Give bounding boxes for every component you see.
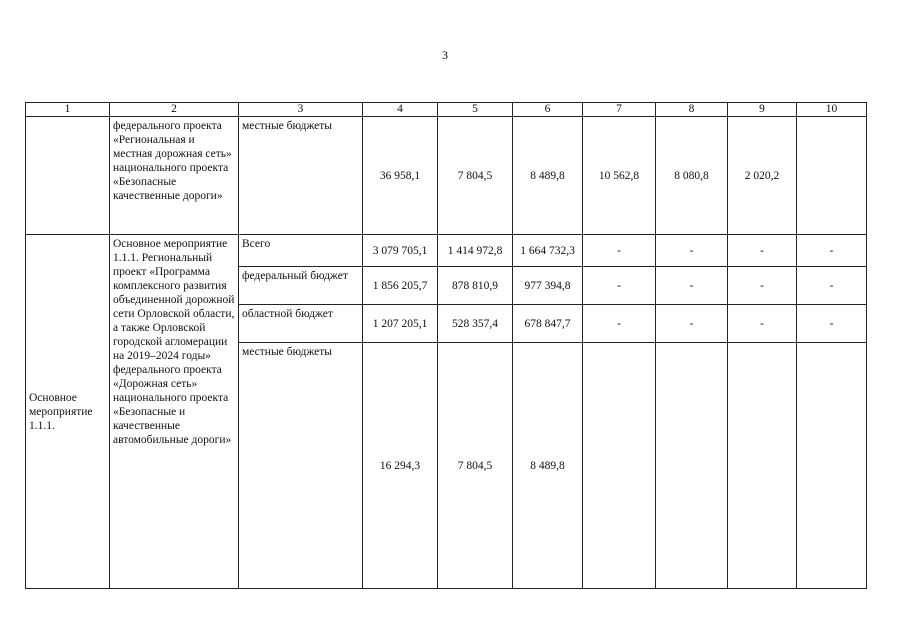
value-cell: - <box>656 305 728 343</box>
empty-cell <box>26 117 110 235</box>
project-description-cell: Основное мероприятие 1.1.1. Региональный проект «Программа комплексного развития объединенной дорожной сети Орловской области, а также Орловской городской агломерации на 2019–2024 годы» федерального проекта «Дорожная сеть» национального проекта «Безопасные и качественные автомобильные дороги» <box>110 235 239 589</box>
column-number: 8 <box>656 103 728 117</box>
column-number: 3 <box>239 103 363 117</box>
value-cell: - <box>583 267 656 305</box>
activity-label-cell: Основное мероприятие 1.1.1. <box>26 235 110 589</box>
value-cell: - <box>797 305 867 343</box>
value-cell: - <box>656 235 728 267</box>
value-cell <box>583 343 656 589</box>
funding-source-cell: Всего <box>239 235 363 267</box>
value-cell: 8 489,8 <box>513 117 583 235</box>
value-cell <box>656 343 728 589</box>
value-cell <box>797 343 867 589</box>
value-cell: - <box>797 267 867 305</box>
value-cell: - <box>583 235 656 267</box>
funding-source-cell: местные бюджеты <box>239 343 363 589</box>
value-cell <box>728 343 797 589</box>
value-cell: 2 020,2 <box>728 117 797 235</box>
value-cell: - <box>656 267 728 305</box>
value-cell: 10 562,8 <box>583 117 656 235</box>
value-cell: 528 357,4 <box>438 305 513 343</box>
value-cell: 977 394,8 <box>513 267 583 305</box>
value-cell: 8 489,8 <box>513 343 583 589</box>
column-number: 10 <box>797 103 867 117</box>
value-cell: 3 079 705,1 <box>363 235 438 267</box>
value-cell: 7 804,5 <box>438 117 513 235</box>
value-cell: 1 414 972,8 <box>438 235 513 267</box>
table-row <box>26 117 867 235</box>
column-number: 6 <box>513 103 583 117</box>
value-cell: - <box>728 235 797 267</box>
page-number: 3 <box>442 48 448 62</box>
funding-source-cell: местные бюджеты <box>239 117 363 235</box>
value-cell: 678 847,7 <box>513 305 583 343</box>
value-cell <box>797 117 867 235</box>
column-number: 4 <box>363 103 438 117</box>
column-number: 9 <box>728 103 797 117</box>
value-cell: - <box>728 305 797 343</box>
funding-source-cell: федеральный бюджет <box>239 267 363 305</box>
column-number: 1 <box>26 103 110 117</box>
column-number: 2 <box>110 103 239 117</box>
value-cell: 36 958,1 <box>363 117 438 235</box>
value-cell: 1 664 732,3 <box>513 235 583 267</box>
column-number-row <box>26 103 867 117</box>
column-number: 7 <box>583 103 656 117</box>
value-cell: - <box>797 235 867 267</box>
table-row <box>26 235 867 267</box>
project-description-cell: федерального проекта «Региональная и местная дорожная сеть» национального проекта «Безопасные качественные дороги» <box>110 117 239 235</box>
value-cell: 1 207 205,1 <box>363 305 438 343</box>
budget-table <box>25 102 867 589</box>
value-cell: 878 810,9 <box>438 267 513 305</box>
value-cell: 16 294,3 <box>363 343 438 589</box>
value-cell: 8 080,8 <box>656 117 728 235</box>
value-cell: 1 856 205,7 <box>363 267 438 305</box>
funding-source-cell: областной бюджет <box>239 305 363 343</box>
column-number: 5 <box>438 103 513 117</box>
value-cell: - <box>583 305 656 343</box>
value-cell: 7 804,5 <box>438 343 513 589</box>
value-cell: - <box>728 267 797 305</box>
